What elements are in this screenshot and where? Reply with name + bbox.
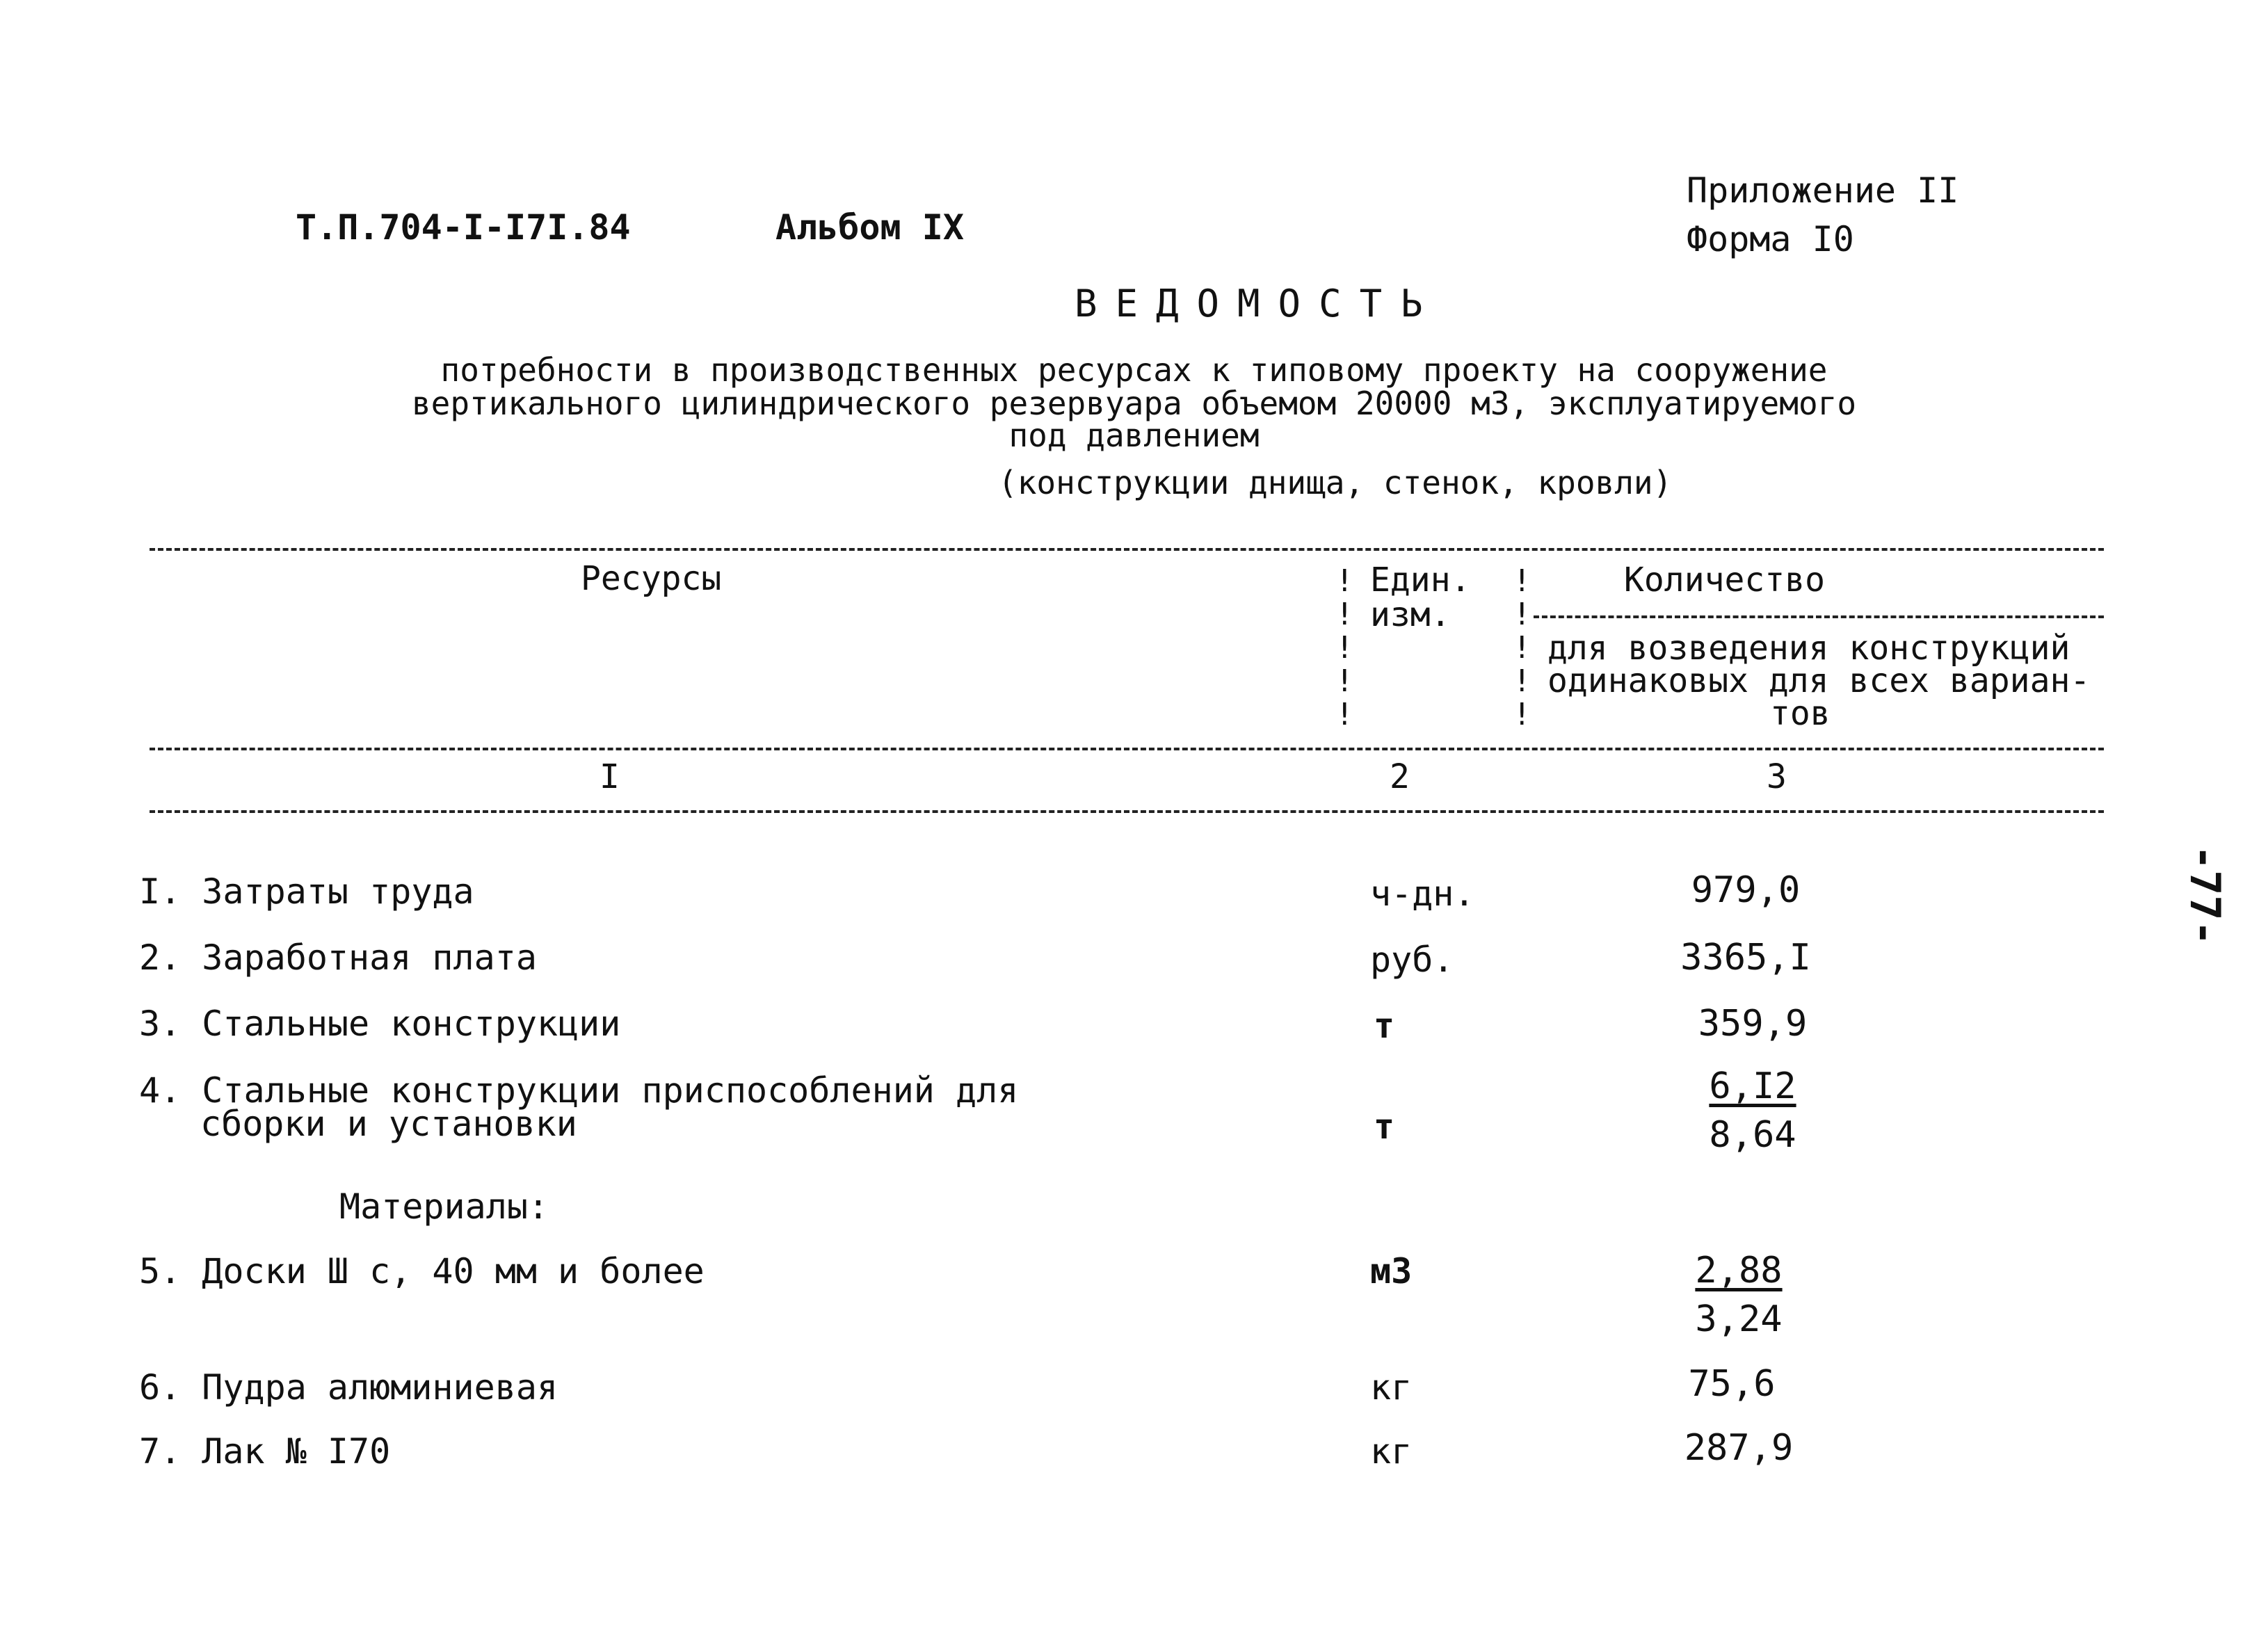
row-4-name-line-2: сборки и установки [200,1104,577,1144]
row-1-unit: ч-дн. [1370,873,1475,914]
row-3-quantity: 359,9 [1698,1003,1808,1045]
header-quantity-sub-2: одинаковых для всех вариан- [1547,661,2091,700]
column-number-3: 3 [1767,757,1787,796]
row-3-name: 3. Стальные конструкции [139,1004,621,1044]
column-numbers-rule [150,810,2104,813]
section-materials: Материалы: [339,1186,549,1227]
column-separator-2: ! ! ! ! ! [1513,563,1531,732]
row-6-quantity: 75,6 [1688,1363,1776,1405]
row-4-quantity [1683,1062,1822,1159]
header-unit-line-2: изм. [1370,595,1451,634]
quantity-sub-rule [1534,615,2104,618]
row-5-quantity-top: 2,88 [1695,1250,1783,1291]
row-7-quantity: 287,9 [1684,1427,1794,1469]
row-6-name: 6. Пудра алюминиевая [139,1367,558,1408]
column-number-1: I [600,757,620,796]
row-4-quantity-bottom: 8,64 [1709,1114,1796,1156]
document-code: Т.П.704-I-I7I.84 [296,207,631,248]
header-unit-line-1: Един. [1370,561,1471,599]
row-7-name: 7. Лак № I70 [139,1431,391,1472]
header-resources: Ресурсы [581,559,722,598]
header-quantity-sub-1: для возведения конструкций [1547,629,2070,668]
row-2-unit: руб. [1370,940,1454,980]
row-4-unit: т [1374,1106,1395,1147]
header-quantity: Количество [1624,561,1825,599]
album-label: Альбом IX [775,207,964,248]
appendix-label: Приложение II [1687,170,1959,211]
row-3-unit: т [1374,1006,1395,1046]
page-number-mark: -77- [2180,845,2229,946]
header-bottom-rule [150,748,2104,750]
row-5-quantity [1669,1246,1808,1344]
row-1-name: I. Затраты труда [139,871,474,912]
row-2-quantity: 3365,I [1680,937,1811,978]
table-top-rule [150,548,2104,551]
row-2-name: 2. Заработная плата [139,937,537,978]
document-title: ВЕДОМОСТЬ [1075,282,1441,325]
row-5-unit: м3 [1370,1251,1413,1291]
row-5-name: 5. Доски Ш с, 40 мм и более [139,1251,705,1291]
header-quantity-sub-3: тов [1770,694,1831,733]
row-4-name-line-1: 4. Стальные конструкции приспособлений для [139,1070,1019,1111]
subtitle-line-3: под давлением [1008,417,1260,454]
column-number-2: 2 [1390,757,1410,796]
row-4-quantity-top: 6,I2 [1709,1065,1796,1107]
row-7-unit: кг [1370,1431,1413,1472]
subtitle-line-2: вертикального цилиндрического резервуара объемом 20000 м3, эксплуатируемого [411,385,1857,422]
subtitle-line-4: (конструкции днища, стенок, кровли) [998,464,1673,501]
form-label: Форма I0 [1687,219,1854,259]
column-separator-1: ! ! ! ! ! [1335,563,1354,732]
row-5-quantity-bottom: 3,24 [1695,1298,1783,1340]
row-6-unit: кг [1370,1367,1413,1408]
row-1-quantity: 979,0 [1691,869,1801,911]
subtitle-line-1: потребности в производственных ресурсах к типовому проекту на сооружение [440,351,1828,389]
